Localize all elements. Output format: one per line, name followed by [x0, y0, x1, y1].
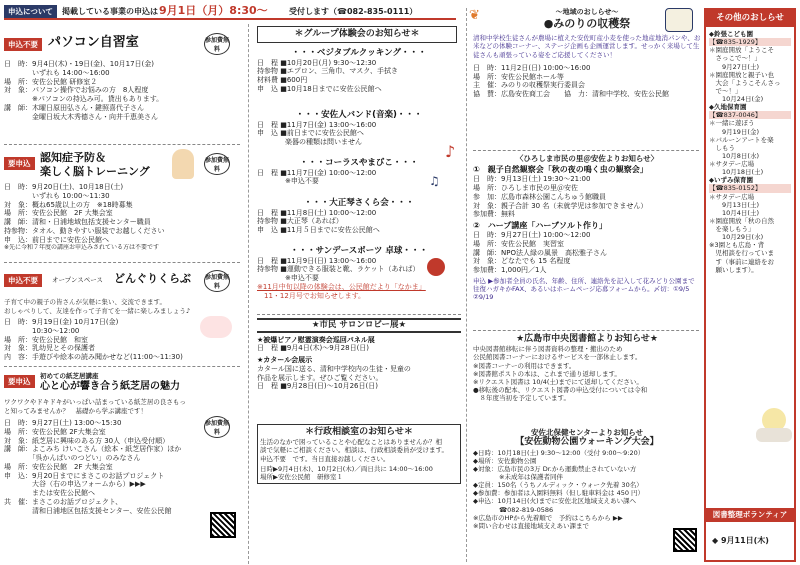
admin-text: 生活のなかで困っていることや心配なことはありませんか？相 — [260, 438, 442, 447]
walking-line: ※未成年は保護者同伴 — [473, 473, 563, 481]
salon-item-1: ★被爆ピアノ慰霊演奏会巡回パネル展 — [257, 335, 375, 344]
harvest-line: 協 賛：広島安佐商工会 協 力：清和中学校、安佐公民館 — [473, 90, 669, 99]
kamishibai-title: 心と心が響き合う紙芝居の魅力 — [40, 381, 180, 392]
kamishibai-line: 対 象：紙芝居に興味のある方 30人（申込受付順） — [4, 436, 170, 445]
admin-text: 申込不要 です。当日直接お越しください。 — [260, 454, 390, 463]
walking-line: ◆定員：150名（うちノルディック・ウォーク先着 30名） — [473, 481, 643, 490]
dementia-title-2: 楽しく脳トレーニング — [40, 165, 150, 178]
sidebar-item: ＊バルーンアートを楽 — [709, 135, 774, 144]
qr-code-icon[interactable] — [210, 512, 236, 538]
sports-title: ・・・サンデースポーツ 卓球・・・ — [290, 246, 428, 256]
sidebar-item: ＊サタデー広場 — [709, 160, 755, 169]
pc-badge: 参加費無料 — [204, 33, 230, 55]
city-park-heading: 〈ひろしま市民の里＠安佐よりお知らせ〉 — [515, 154, 659, 163]
admin-title: ＊行政相談室のお知らせ＊ — [305, 427, 413, 437]
band-line: 申 込 ■前日までに安佐公民館へ — [257, 129, 364, 138]
admin-section — [257, 424, 461, 484]
divider — [4, 366, 240, 367]
band-line: 楽器の種類は問いません — [257, 138, 362, 147]
club-tag: 申込不要 — [4, 274, 42, 287]
sidebar-item: 10月24日(金) — [709, 95, 764, 104]
pc-line: 場 所：安佐公民館 研修室２ — [4, 77, 98, 86]
kamishibai-lines — [4, 419, 240, 515]
ping-pong-icon — [427, 258, 445, 276]
group-item-band — [257, 110, 461, 147]
chorus-title: ・・・コーラスやまびこ・・・ — [299, 158, 419, 168]
library-line: 中央図書館移転に伴う図書資料の整理・搬出のため — [473, 345, 623, 354]
walking-line: ※広島市のHPから先着順で 予約はこちらから ▶▶ — [473, 513, 623, 522]
club-line: 対 象：乳幼児とその保護者 — [4, 344, 95, 353]
kamishibai-line: 場 所：安佐公民館 2F大集会室 — [4, 427, 106, 436]
header-bar — [4, 4, 456, 20]
sidebar-item: す（事前に連絡をお — [709, 257, 774, 266]
harvest-sub: ～地域のおしらせ～ — [555, 8, 619, 16]
music-note-icon: ♫ — [429, 174, 440, 188]
dementia-line: 講 師：清和・日浦地域包括支援センター職員 — [4, 218, 151, 226]
sidebar-item: ＊園庭開放「秋の自然 — [709, 216, 774, 225]
salon-item-1-date: 日 程 ■9月4日(木)～9月28日(日) — [257, 344, 370, 353]
library-line: ※図書館ポストの本は、これまで通り返却します。 — [473, 369, 621, 378]
sidebar-item: 9月19日(金) — [709, 127, 759, 136]
city-park-apply: 申込 ▶参加者全員の氏名、年齢、住所、連絡先を記入して花みどり公園まで往復ハガキかFAX、あるいはホームページ応募フォームから。〆切：①9/5 ②9/19 — [473, 276, 695, 302]
dementia-badge: 参加費無料 — [204, 153, 230, 175]
dementia-line: 場 所：安佐公民館 2F 大集会室 — [4, 209, 113, 218]
kamishibai-intro-1: ワクワクやドキドキがいっぱい詰まっている紙芝居の良さもっ — [4, 398, 186, 406]
pc-line: ※パソコンの持込み可。貸出もあります。 — [4, 95, 164, 103]
harvest-line: 主 催：みのりの収穫祭実行委員会 — [473, 81, 585, 90]
qr-code-icon[interactable] — [673, 528, 697, 552]
club-line: 内 容：手遊びや絵本の読み聞かせなど(11:00～11:30) — [4, 353, 183, 361]
pc-line: 金曜日坂大木秀德さん・向井千恵美さん — [4, 112, 158, 121]
group-title: ＊グループ体験会のお知らせ＊ — [257, 26, 457, 43]
harvest-title: ●みのりの収穫祭 — [543, 16, 631, 30]
koto-line: 持参物 ■大正琴（あれば） — [257, 217, 343, 226]
ev1-title: ① 親子自然観察会「秋の夜の鳴く虫の観察会」 — [473, 165, 648, 175]
library-line: 公民館図書コーナーにおけるサービスを一部休止します。 — [473, 353, 642, 362]
header-text-a: 掲載している事業の申込は — [62, 7, 158, 16]
kamishibai-subtitle: 初めての紙芝居講座 — [40, 372, 99, 380]
pc-tag: 申込不要 — [4, 38, 42, 51]
walking-line: ◆日時：10月18日(土) 9:30～12:00（受付 9:00～9:20） — [473, 448, 645, 457]
library-line: ８年度当初を予定しています。 — [473, 394, 570, 402]
band-title: ・・・安佐人バンド(音楽)・・・ — [295, 110, 423, 120]
pc-line: 日 時：9月4日(木)・19日(金)、10月17日(金) — [4, 60, 155, 68]
sidebar-item: を楽しもう」 — [709, 225, 755, 234]
sidebar-item: ◆いずみ保育園 — [709, 176, 753, 185]
kamishibai-line: 日 時：9月27日(土) 13:00～15:30 — [4, 419, 122, 427]
sports-note: 11・12月号でお知らせします。 — [257, 291, 366, 300]
kamishibai-line: 共 催：まさこのお話プロジェクト、 — [4, 497, 123, 506]
library-section — [473, 334, 701, 402]
harvest-line: 場 所：安佐公民館ホール等 — [473, 72, 564, 81]
divider — [473, 150, 699, 151]
cooking-line: 持参物 ■エプロン、三角巾、マスク、手拭き — [257, 67, 398, 76]
club-intro-2: おしゃべりして、友達を作って子育てを一緒に楽しみましょう♪ — [4, 307, 191, 315]
pc-title: パソコン自習室 — [48, 35, 139, 50]
ev2-line: 対 象：どなたでも 15 名程度 — [473, 257, 571, 266]
sidebar-item: 【☎835-1929】 — [709, 38, 791, 46]
dementia-line: 対 象：概ね65歳以上の方 ※18時募集 — [4, 200, 133, 209]
elderly-illustration — [172, 149, 194, 179]
ev1-line: 対 象：親子合計 30 名（未就学児は参加できません） — [473, 201, 648, 210]
sidebar-item: ※3園とも広島・背 — [709, 241, 765, 250]
club-line: 場 所：安佐公民館 和室 — [4, 335, 88, 344]
dementia-line: いずれも 10:00～11:30 — [4, 191, 110, 200]
group-item-koto — [257, 198, 461, 235]
volunteer-head: 図書整理ボランティア — [706, 508, 794, 522]
pc-section — [4, 24, 240, 149]
group-item-cooking — [257, 48, 461, 94]
sidebar-item: 【☎835-0152】 — [709, 184, 791, 192]
sidebar-item: 願いします）。 — [709, 265, 758, 274]
sidebar-item: ＊園庭開放「ようこそ — [709, 46, 774, 55]
divider — [257, 314, 461, 315]
ev1-line: 参加費：無料 — [473, 210, 515, 219]
salon-section — [257, 318, 461, 391]
left-column — [4, 24, 240, 564]
right-main-column — [466, 8, 700, 562]
library-line: ※図書コーナーの利用はできます。 — [473, 361, 576, 370]
ev1-line: 参 加：広島市森林公園こんちゅう館職員 — [473, 192, 606, 201]
cooking-title: ・・・ベジタブルクッキング・・・ — [291, 48, 427, 58]
dementia-tag: 要申込 — [4, 157, 35, 170]
music-note-icon: ♪ — [445, 142, 456, 161]
club-badge: 参加費無料 — [204, 270, 230, 292]
ev2-line: 講 師：NPO法人緑の風景 高松雅子さん — [473, 248, 607, 257]
sidebar-item: ◆鈴張こども園 — [709, 30, 753, 39]
sidebar-item: 大会「ようこそんさっ — [709, 78, 781, 87]
library-title: ★広島市中央図書館よりお知らせ★ — [516, 334, 658, 344]
baby-illustration — [200, 316, 232, 338]
kamishibai-intro-2: と知ってみませんか？ 基礎から学ぶ講座です！ — [4, 407, 147, 415]
band-line: 日 程 ■11月7日(金) 13:00～16:00 — [257, 120, 377, 129]
admin-place: 場所▶安佐公民館 研修室１ — [260, 472, 343, 481]
kamishibai-line: 清和日浦地区包括支援センター、安佐公民館 — [4, 506, 172, 515]
walking-heading: 安佐北保健センターよりお知らせ — [531, 428, 643, 437]
sidebar-item: で～！」 — [709, 86, 742, 95]
sidebar-items — [706, 27, 794, 277]
walking-line: ◆参加費：参加者は入園料無料（但し駐車料金は 450 円） — [473, 489, 645, 498]
club-section — [4, 266, 240, 366]
kamishibai-line: 申 込：9月20日までにまさこのお話プロジェクト — [4, 471, 165, 480]
divider — [473, 330, 699, 331]
sidebar-item: 9月13日(土) — [709, 200, 759, 209]
sports-line: 日 程 ■11月9日(日) 13:00～16:00 — [257, 256, 377, 265]
walking-line: ☎082-819-0586 — [473, 505, 554, 514]
dementia-title-1: 認知症予防＆ — [40, 151, 106, 164]
club-line: 日 時：9月19日(金) 10月17日(金) — [4, 318, 119, 326]
header-date: 9月1日（月）8:30～ — [159, 4, 268, 17]
walking-line: ◆申込：10月14日(火)までに安佐北区地域支えあい課へ — [473, 497, 637, 506]
koto-title: ・・・大正琴さくら会・・・ — [303, 198, 415, 208]
sidebar-item: しもう — [709, 143, 735, 152]
middle-column — [248, 24, 460, 564]
sidebar-item: さっこで～！」 — [709, 54, 761, 63]
sidebar-item: ◆久地保育園 — [709, 103, 747, 112]
kamishibai-section — [4, 370, 240, 562]
pc-line: いずれも 14:00～16:00 — [4, 68, 110, 77]
header-tag: 申込について — [4, 5, 57, 18]
library-line: ●移転後の配本、リクエスト図書の申込受付については令和 — [473, 385, 648, 394]
club-line: 10:30～12:00 — [4, 326, 80, 335]
sidebar-item: 【☎837-0046】 — [709, 111, 791, 119]
club-subtitle: オープンスペース — [52, 276, 103, 284]
city-park-section — [473, 154, 701, 301]
walking-line: ◆対象：広島市民の3万 Dr.から運動禁止されていない方 — [473, 464, 637, 473]
sidebar-item: ＊園庭開放と親子い也 — [709, 70, 774, 79]
cooking-line: 材料費 ■600円 — [257, 76, 308, 85]
sports-line: 持参物 ■運動できる服装と靴、ラケット（あれば） — [257, 265, 420, 274]
kamishibai-tag: 要申込 — [4, 375, 35, 388]
cooking-line: 日 程 ■10月20日(月) 9:30～12:30 — [257, 58, 377, 67]
admin-text: 談で気軽にご相談ください。相談は、行政相談委員が受けます。 — [260, 446, 448, 455]
ev1-line: 場 所：ひろしま市民の里＠安佐 — [473, 184, 578, 193]
sidebar-item: 10月18日(土) — [709, 168, 764, 177]
harvest-lines — [473, 64, 701, 99]
dementia-lines — [4, 183, 240, 252]
ev2-line: 日 時：9月27日(土) 10:00～12:00 — [473, 231, 591, 240]
walking-title: 【安佐動物公園ウォーキング大会】 — [515, 437, 659, 448]
salon-item-2-text: カタール国に送る、清和中学校内の生徒・児童の — [257, 364, 411, 373]
sidebar — [704, 8, 796, 562]
club-intro-1: 子育て中の親子の皆さんが気軽に集い、交流できます。 — [4, 298, 166, 306]
admin-date: 日時▶9月4日(木)、10月2日(木)／両日共に 14:00～16:00 — [260, 464, 433, 473]
walking-line: ※問い合わせは直接地域支えあい課まで — [473, 521, 589, 530]
salon-item-2-date: 日 程 ■9月28日(日)～10月26日(日) — [257, 382, 378, 391]
kamishibai-line: 講 師：よこみち けいこさん（絵本・紙芝居作家）ほか — [4, 445, 182, 454]
sidebar-item: 児相談を行っていま — [709, 249, 774, 258]
dementia-line: 日 時：9月20日(土)、10月18日(土) — [4, 183, 124, 191]
dementia-note: ※先に今和７年度の講座お申込みされている方は不要です — [4, 244, 160, 252]
minori-logo — [665, 8, 693, 32]
koto-line: 日 程 ■11月8日(土) 10:00～12:00 — [257, 208, 377, 217]
sidebar-item: 10月8日(水) — [709, 151, 759, 160]
chorus-line: ※申込不要 — [257, 177, 319, 186]
kamishibai-line: 大谷（右の申込フォームから）▶▶▶ — [4, 480, 146, 489]
chorus-line: 日 程 ■11月7日(金) 10:00～12:00 — [257, 168, 377, 177]
sports-line: ※申込不要 — [257, 274, 319, 283]
sidebar-item: 10月29日(水) — [709, 233, 764, 242]
harvest-line: 日 時：11月2日(日) 10:00～16:00 — [473, 63, 591, 72]
sidebar-head: その他のおしらせ — [706, 10, 794, 27]
salon-item-2-text: 作品を展示します。ぜひご覧ください。 — [257, 373, 383, 382]
cooking-line: 申 込 ■10月18日までに安佐公民館へ — [257, 84, 382, 93]
kamishibai-line: 「呉かんばいのつどい」のみなさん — [4, 454, 141, 462]
pc-line: 対 象：パソコン操作でお悩みの方 8人程度 — [4, 86, 149, 95]
salon-title: ★市民 サロンロビー展★ — [257, 318, 461, 333]
ev2-title: ② ハープ講座「ハーブソルト作り」 — [473, 221, 607, 231]
kamishibai-badge: 参加費無料 — [204, 416, 230, 438]
leaf-icon: ❦ — [469, 8, 480, 23]
divider — [4, 144, 240, 145]
pc-line: 講 師：木曜日原田弘さん・鍵照喜代子さん — [4, 103, 144, 112]
sidebar-item: ＊一緒に遊ぼう — [709, 119, 755, 128]
header-text-b: 受付します（☎082-835-0111） — [289, 7, 418, 16]
ev1-line: 日 時：9月13日(土) 19:30～21:00 — [473, 175, 591, 184]
koto-line: 申 込 ■11月５日までに安佐公民館へ — [257, 226, 380, 235]
kamishibai-line: または安佐公民館へ — [4, 489, 95, 497]
sports-note: ※11月中旬以降の体験会は、公民館だより「なかま」 — [257, 282, 426, 291]
walking-line: ◆場所：安佐動物公園 — [473, 456, 537, 465]
sidebar-item: 9月27日(土) — [709, 62, 759, 71]
pc-lines — [4, 60, 240, 121]
walking-section — [473, 428, 701, 530]
volunteer-date: ◆ 9月11日(木) — [712, 536, 769, 545]
ev2-line: 場 所：安佐公民館 実習室 — [473, 239, 564, 248]
club-title: どんぐりくらぶ — [114, 272, 191, 285]
divider — [4, 262, 240, 263]
dementia-line: 申 込：前日までに安佐公民館へ — [4, 235, 109, 244]
moon-dango-illustration — [756, 408, 792, 442]
sidebar-item: ＊サタデー広場 — [709, 192, 755, 201]
kamishibai-line: 場 所：安佐公民館 2F 大集会室 — [4, 462, 113, 471]
harvest-intro: 清和中学校生徒さんが農場に植えた安佐町産小麦を使った地産地消パンや、お米などの体験コーナー、ステージ企画も企画運営します。せっかく来場して生徒さんも頑張っている姿をご応援してください！ — [473, 33, 701, 60]
dementia-line: 持参物：タオル、動きやすい服装でお越しください — [4, 226, 165, 235]
library-line: ※リクエスト図書は 10/4(土)までにて返却してください。 — [473, 377, 643, 386]
sidebar-item: 10月4日(土) — [709, 208, 759, 217]
salon-item-2: ★カタール会展示 — [257, 356, 313, 365]
ev2-line: 参加費：1,000円／1人 — [473, 266, 547, 275]
